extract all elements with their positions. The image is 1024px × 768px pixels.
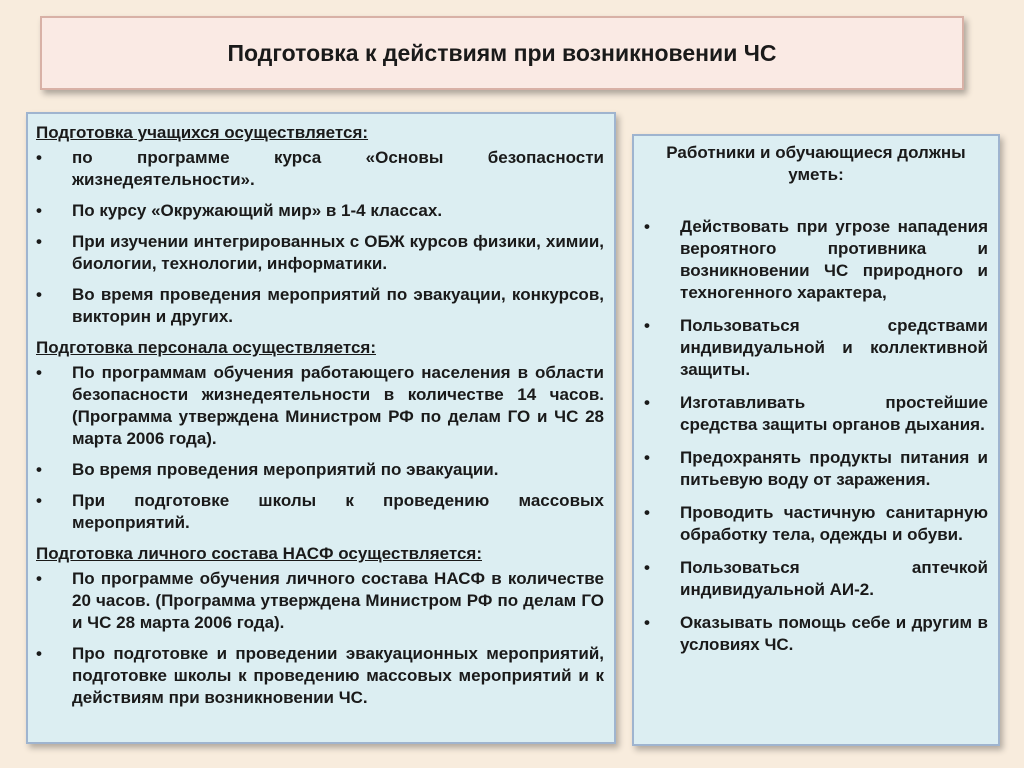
skills-list bbox=[644, 216, 988, 656]
skills-heading: Работники и обучающиеся должны уметь: bbox=[666, 143, 966, 184]
list-item: • Пользоваться аптечкой индивидуальной АИ-2. bbox=[644, 558, 988, 599]
bullet-icon: • bbox=[644, 393, 650, 412]
list-item: • По курсу «Окружающий мир» в 1-4 классах. bbox=[36, 201, 443, 220]
bullet-icon: • bbox=[36, 569, 42, 588]
bullet-icon: • bbox=[644, 316, 650, 335]
list-item: • При подготовке школы к проведению массовых мероприятий. bbox=[36, 491, 604, 532]
section-heading-staff: Подготовка персонала осуществляется: bbox=[36, 338, 376, 357]
bullet-icon: • bbox=[36, 460, 42, 479]
bullet-icon: • bbox=[644, 503, 650, 522]
section-heading-students: Подготовка учащихся осуществляется: bbox=[36, 123, 369, 142]
list-item: • По программам обучения работающего населения в области безопасности жизнедеятельности в количестве 14 часов. (Программа утверждена Министром РФ по делам ГО и ЧС 28 марта 2006 года). bbox=[36, 363, 604, 448]
title-box bbox=[40, 16, 964, 90]
list-item: • Во время проведения мероприятий по эвакуации. bbox=[36, 460, 499, 479]
list-item: • по программе курса «Основы безопасности жизнедеятельности». bbox=[36, 148, 604, 189]
bullet-icon: • bbox=[644, 558, 650, 577]
bullet-icon: • bbox=[36, 201, 42, 220]
list-item: • Действовать при угрозе нападения вероятного противника и возникновении ЧС природного и техногенного характера, bbox=[644, 217, 988, 302]
list-item: • Изготавливать простейшие средства защиты органов дыхания. bbox=[644, 393, 988, 434]
list-item: • По программе обучения личного состава НАСФ в количестве 20 часов. (Программа утверждена Министром РФ по делам ГО и ЧС 28 марта 2006 года). bbox=[36, 569, 604, 632]
list-item: • Оказывать помощь себе и другим в условиях ЧС. bbox=[644, 613, 988, 654]
bullet-icon: • bbox=[644, 613, 650, 632]
list-item: • Пользоваться средствами индивидуальной и коллективной защиты. bbox=[644, 316, 988, 379]
page-title: Подготовка к действиям при возникновении ЧС bbox=[227, 39, 777, 66]
students-list bbox=[36, 147, 604, 328]
bullet-icon: • bbox=[36, 644, 42, 663]
bullet-icon: • bbox=[36, 491, 42, 510]
list-item: • Во время проведения мероприятий по эвакуации, конкурсов, викторин и других. bbox=[36, 285, 604, 326]
bullet-icon: • bbox=[36, 148, 42, 167]
list-item: • При изучении интегрированных с ОБЖ курсов физики, химии, биологии, технологии, информатики. bbox=[36, 232, 604, 273]
bullet-icon: • bbox=[36, 363, 42, 382]
list-item: • Проводить частичную санитарную обработку тела, одежды и обуви. bbox=[644, 503, 988, 544]
nasf-list bbox=[36, 568, 604, 709]
staff-list bbox=[36, 362, 604, 534]
left-panel bbox=[26, 112, 616, 744]
bullet-icon: • bbox=[36, 232, 42, 251]
bullet-icon: • bbox=[644, 448, 650, 467]
section-heading-nasf: Подготовка личного состава НАСФ осуществляется: bbox=[36, 544, 482, 563]
bullet-icon: • bbox=[36, 285, 42, 304]
right-panel bbox=[632, 134, 1000, 746]
list-item: • Предохранять продукты питания и питьевую воду от заражения. bbox=[644, 448, 988, 489]
list-item: • Про подготовке и проведении эвакуационных мероприятий, подготовке школы к проведению массовых мероприятий и к действиям при возникновении ЧС. bbox=[36, 644, 604, 707]
bullet-icon: • bbox=[644, 217, 650, 236]
